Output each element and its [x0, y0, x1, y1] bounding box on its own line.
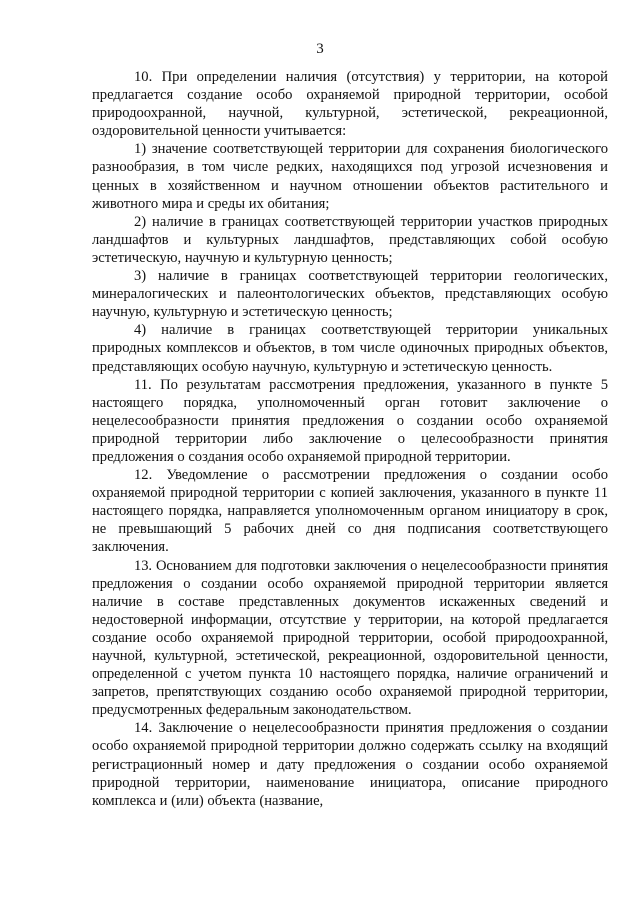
- paragraph-10: 10. При определении наличия (отсутствия) у территории, на которой предлагается создание особо охраняемой природной территории, особой природоохранной, научной, культурной, эстетической, рекреационной, оздоровительной ценности учитывается:: [92, 69, 608, 140]
- paragraph-11: 11. По результатам рассмотрения предложения, указанного в пункте 5 настоящего порядка, уполномоченный орган готовит заключение о нецелесообразности принятия предложения о создании особо охраняемой природной территории либо заключение о целесообразности принятия предложения о создания особо охраняемой природной территории.: [92, 376, 608, 465]
- paragraph-10-item-4: 4) наличие в границах соответствующей территории уникальных природных комплексов и объектов, в том числе одиночных природных объектов, представляющих особую научную, культурную и эстетическую ценность.: [92, 322, 608, 375]
- page-number: 3: [316, 41, 324, 57]
- paragraph-10-item-1: 1) значение соответствующей территории для сохранения биологического разнообразия, в том числе редких, находящихся под угрозой исчезновения и ценных в хозяйственном и научном отношении объектов растительного и животного мира и среды их обитания;: [92, 141, 608, 212]
- document-body: [92, 68, 608, 810]
- paragraph-14: 14. Заключение о нецелесообразности принятия предложения о создании особо охраняемой природной территории должно содержать ссылку на входящий регистрационный номер и дату предложения о создании особо охраняемой природной территории, наименование инициатора, описание природного комплекса и (или) объекта (название,: [92, 720, 608, 809]
- paragraph-12: 12. Уведомление о рассмотрении предложения о создании особо охраняемой природной территории с копией заключения, указанного в пункте 11 настоящего порядка, направляется уполномоченным органом инициатору в срок, не превышающий 5 рабочих дней со дня подписания соответствующего заключения.: [92, 467, 608, 556]
- paragraph-10-item-3: 3) наличие в границах соответствующей территории геологических, минералогических и палеонтологических объектов, представляющих особую научную, культурную и эстетическую ценность;: [92, 268, 608, 321]
- paragraph-13: 13. Основанием для подготовки заключения о нецелесообразности принятия предложения о создании особо охраняемой природной территории является наличие в составе представленных документов искаженных сведений и недостоверной информации, отсутствие у территории, на которой предлагается создание особо охраняемой природной территории, особой природоохранной, научной, культурной, эстетической, рекреационной, оздоровительной ценности, определенной с учетом пункта 10 настоящего порядка, наличие ограничений и запретов, препятствующих созданию особо охраняемой природной территории, предусмотренных федеральным законодательством.: [92, 557, 608, 719]
- paragraph-10-item-2: 2) наличие в границах соответствующей территории участков природных ландшафтов и культурных ландшафтов, представляющих собой особую эстетическую, научную и культурную ценность;: [92, 213, 608, 266]
